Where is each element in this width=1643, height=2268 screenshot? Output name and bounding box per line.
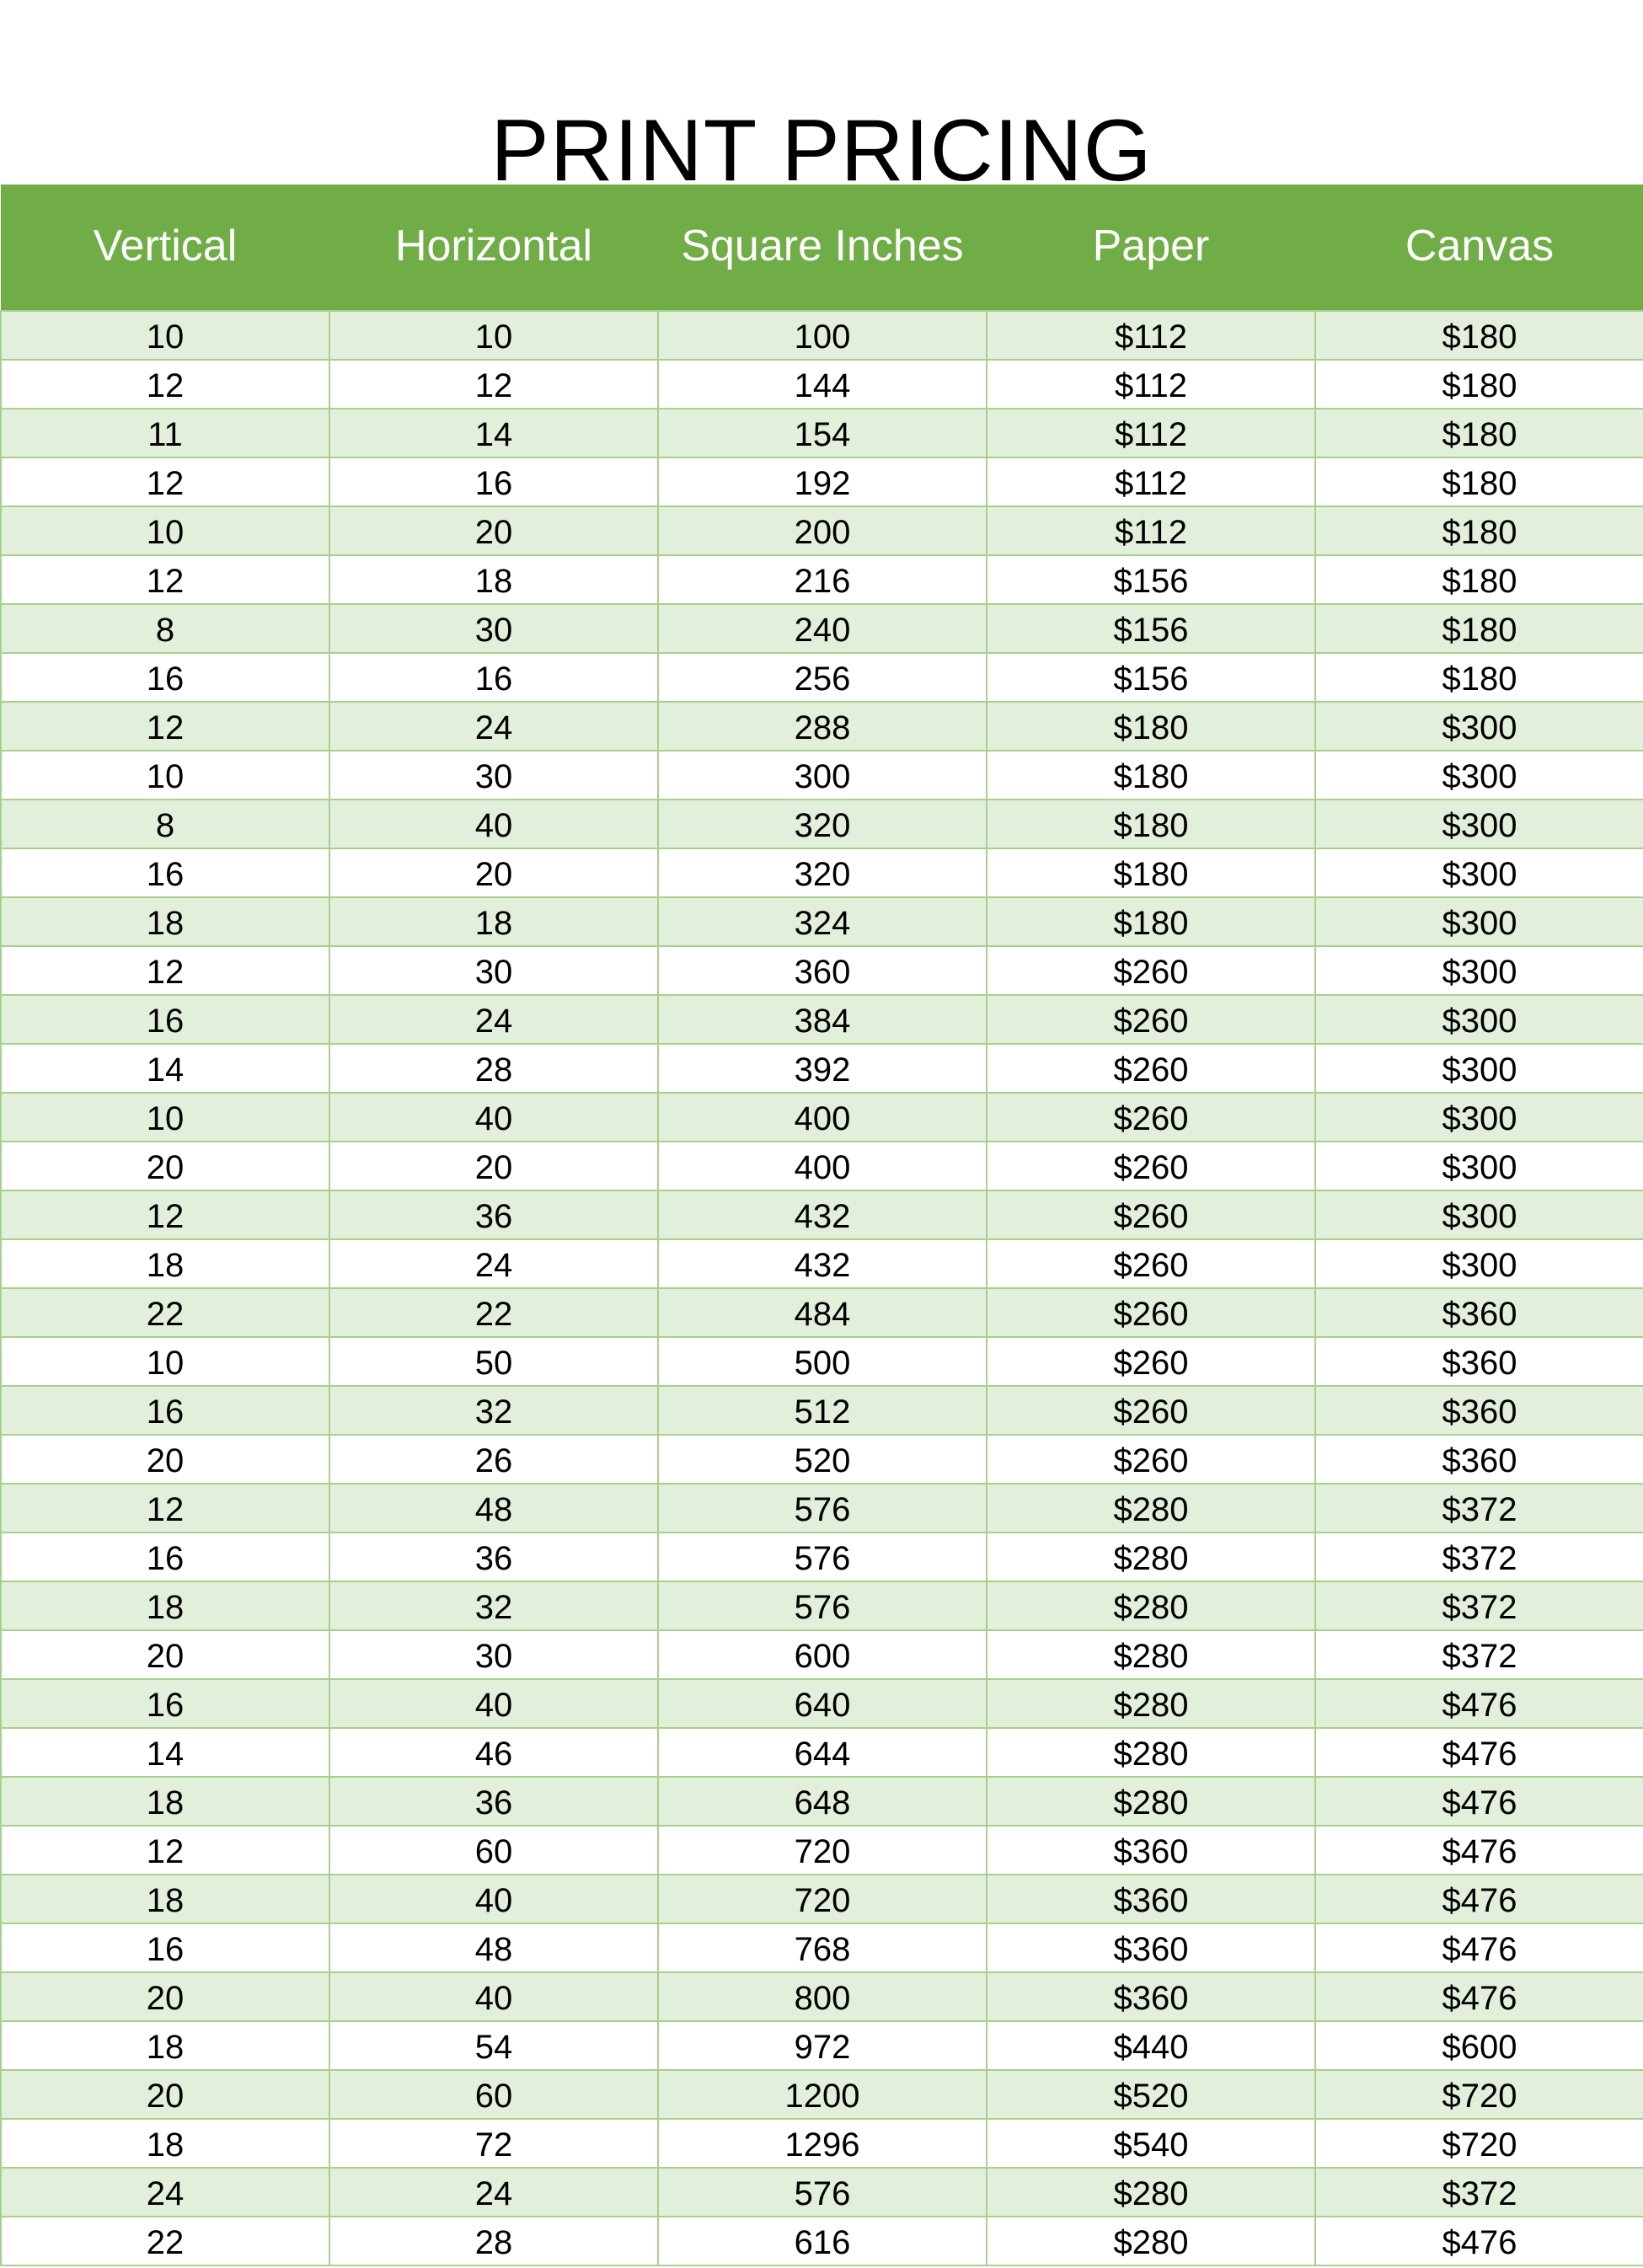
cell-vertical: 20: [1, 2070, 329, 2119]
cell-horizontal: 26: [329, 1435, 658, 1484]
cell-square-inches: 300: [658, 751, 987, 800]
cell-canvas-price: $720: [1315, 2119, 1643, 2168]
cell-horizontal: 20: [329, 848, 658, 897]
cell-vertical: 22: [1, 2217, 329, 2265]
cell-horizontal: 54: [329, 2021, 658, 2070]
cell-paper-price: $280: [987, 1728, 1315, 1777]
cell-horizontal: 22: [329, 1288, 658, 1337]
cell-paper-price: $260: [987, 1044, 1315, 1093]
cell-horizontal: 36: [329, 1190, 658, 1239]
cell-paper-price: $156: [987, 555, 1315, 604]
table-row: [1, 1386, 1643, 1435]
cell-paper-price: $112: [987, 457, 1315, 506]
table-row: [1, 1728, 1643, 1777]
cell-canvas-price: $300: [1315, 702, 1643, 751]
cell-horizontal: 40: [329, 1679, 658, 1728]
table-row: [1, 800, 1643, 848]
cell-horizontal: 28: [329, 2217, 658, 2265]
cell-horizontal: 12: [329, 360, 658, 409]
table-row: [1, 1581, 1643, 1630]
cell-paper-price: $360: [987, 1875, 1315, 1923]
column-header-square-inches: Square Inches: [681, 221, 964, 270]
table-row: [1, 848, 1643, 897]
cell-square-inches: 320: [658, 800, 987, 848]
cell-square-inches: 972: [658, 2021, 987, 2070]
table-row: [1, 1484, 1643, 1533]
cell-horizontal: 30: [329, 751, 658, 800]
cell-canvas-price: $300: [1315, 751, 1643, 800]
cell-canvas-price: $476: [1315, 1826, 1643, 1875]
cell-square-inches: 432: [658, 1190, 987, 1239]
table-row: [1, 457, 1643, 506]
cell-paper-price: $260: [987, 1142, 1315, 1190]
cell-paper-price: $280: [987, 1581, 1315, 1630]
cell-vertical: 12: [1, 946, 329, 995]
cell-paper-price: $112: [987, 409, 1315, 457]
cell-horizontal: 10: [329, 311, 658, 360]
cell-horizontal: 30: [329, 1630, 658, 1679]
cell-canvas-price: $180: [1315, 409, 1643, 457]
cell-horizontal: 50: [329, 1337, 658, 1386]
cell-paper-price: $260: [987, 1093, 1315, 1142]
cell-horizontal: 16: [329, 457, 658, 506]
cell-horizontal: 24: [329, 995, 658, 1044]
cell-canvas-price: $360: [1315, 1435, 1643, 1484]
cell-canvas-price: $720: [1315, 2070, 1643, 2119]
cell-canvas-price: $372: [1315, 1484, 1643, 1533]
cell-square-inches: 144: [658, 360, 987, 409]
cell-vertical: 12: [1, 555, 329, 604]
table-row: [1, 2217, 1643, 2265]
cell-canvas-price: $180: [1315, 311, 1643, 360]
cell-paper-price: $156: [987, 653, 1315, 702]
cell-square-inches: 768: [658, 1923, 987, 1972]
cell-paper-price: $260: [987, 1435, 1315, 1484]
table-row: [1, 2070, 1643, 2119]
cell-vertical: 10: [1, 1337, 329, 1386]
table-row: [1, 506, 1643, 555]
cell-horizontal: 40: [329, 800, 658, 848]
cell-paper-price: $440: [987, 2021, 1315, 2070]
cell-canvas-price: $372: [1315, 1581, 1643, 1630]
cell-horizontal: 16: [329, 653, 658, 702]
pricing-table: [0, 185, 1643, 2266]
table-row: [1, 1875, 1643, 1923]
cell-paper-price: $520: [987, 2070, 1315, 2119]
header-row: [1, 185, 1643, 311]
cell-vertical: 12: [1, 457, 329, 506]
cell-square-inches: 288: [658, 702, 987, 751]
table-row: [1, 555, 1643, 604]
cell-paper-price: $260: [987, 946, 1315, 995]
cell-canvas-price: $300: [1315, 1093, 1643, 1142]
column-header-horizontal: Horizontal: [394, 221, 593, 270]
cell-paper-price: $112: [987, 506, 1315, 555]
cell-vertical: 11: [1, 409, 329, 457]
cell-paper-price: $260: [987, 1288, 1315, 1337]
column-header-paper: Paper: [1092, 221, 1210, 270]
table-row: [1, 1777, 1643, 1826]
cell-canvas-price: $476: [1315, 1923, 1643, 1972]
cell-vertical: 24: [1, 2168, 329, 2217]
cell-vertical: 16: [1, 1386, 329, 1435]
cell-horizontal: 60: [329, 2070, 658, 2119]
cell-paper-price: $280: [987, 2217, 1315, 2265]
table-row: [1, 1337, 1643, 1386]
cell-square-inches: 100: [658, 311, 987, 360]
cell-canvas-price: $600: [1315, 2021, 1643, 2070]
cell-square-inches: 240: [658, 604, 987, 653]
cell-paper-price: $360: [987, 1826, 1315, 1875]
cell-horizontal: 46: [329, 1728, 658, 1777]
cell-paper-price: $180: [987, 897, 1315, 946]
cell-canvas-price: $300: [1315, 946, 1643, 995]
column-header-vertical: Vertical: [93, 221, 238, 270]
cell-horizontal: 20: [329, 506, 658, 555]
cell-canvas-price: $360: [1315, 1337, 1643, 1386]
cell-square-inches: 400: [658, 1093, 987, 1142]
cell-vertical: 18: [1, 1581, 329, 1630]
cell-vertical: 16: [1, 995, 329, 1044]
table-body: [1, 311, 1643, 2265]
cell-vertical: 12: [1, 1190, 329, 1239]
cell-canvas-price: $372: [1315, 2168, 1643, 2217]
cell-square-inches: 216: [658, 555, 987, 604]
cell-square-inches: 520: [658, 1435, 987, 1484]
cell-square-inches: 384: [658, 995, 987, 1044]
table-row: [1, 1630, 1643, 1679]
table-row: [1, 1239, 1643, 1288]
cell-canvas-price: $180: [1315, 506, 1643, 555]
cell-paper-price: $280: [987, 1777, 1315, 1826]
cell-vertical: 12: [1, 1826, 329, 1875]
cell-square-inches: 600: [658, 1630, 987, 1679]
cell-horizontal: 32: [329, 1386, 658, 1435]
cell-canvas-price: $360: [1315, 1288, 1643, 1337]
cell-vertical: 10: [1, 311, 329, 360]
cell-vertical: 18: [1, 897, 329, 946]
column-header-canvas: Canvas: [1405, 221, 1555, 270]
cell-square-inches: 484: [658, 1288, 987, 1337]
cell-canvas-price: $476: [1315, 1875, 1643, 1923]
cell-square-inches: 576: [658, 1533, 987, 1581]
cell-square-inches: 576: [658, 1581, 987, 1630]
cell-square-inches: 576: [658, 1484, 987, 1533]
cell-canvas-price: $300: [1315, 848, 1643, 897]
table-row: [1, 1923, 1643, 1972]
cell-canvas-price: $300: [1315, 1142, 1643, 1190]
table-row: [1, 2021, 1643, 2070]
cell-canvas-price: $300: [1315, 1044, 1643, 1093]
table-row: [1, 1093, 1643, 1142]
cell-horizontal: 40: [329, 1875, 658, 1923]
cell-paper-price: $360: [987, 1972, 1315, 2021]
cell-vertical: 18: [1, 2021, 329, 2070]
table-row: [1, 946, 1643, 995]
cell-horizontal: 40: [329, 1972, 658, 2021]
cell-vertical: 10: [1, 751, 329, 800]
cell-canvas-price: $300: [1315, 800, 1643, 848]
cell-square-inches: 392: [658, 1044, 987, 1093]
cell-paper-price: $180: [987, 702, 1315, 751]
cell-canvas-price: $360: [1315, 1386, 1643, 1435]
cell-square-inches: 320: [658, 848, 987, 897]
cell-canvas-price: $300: [1315, 995, 1643, 1044]
cell-vertical: 18: [1, 2119, 329, 2168]
cell-vertical: 20: [1, 1972, 329, 2021]
cell-paper-price: $280: [987, 2168, 1315, 2217]
cell-vertical: 12: [1, 1484, 329, 1533]
table-row: [1, 311, 1643, 360]
cell-square-inches: 648: [658, 1777, 987, 1826]
cell-vertical: 14: [1, 1044, 329, 1093]
cell-canvas-price: $180: [1315, 457, 1643, 506]
cell-square-inches: 720: [658, 1875, 987, 1923]
cell-square-inches: 200: [658, 506, 987, 555]
cell-paper-price: $280: [987, 1679, 1315, 1728]
cell-paper-price: $260: [987, 1239, 1315, 1288]
cell-vertical: 12: [1, 702, 329, 751]
cell-paper-price: $156: [987, 604, 1315, 653]
cell-horizontal: 24: [329, 1239, 658, 1288]
cell-paper-price: $280: [987, 1533, 1315, 1581]
cell-square-inches: 644: [658, 1728, 987, 1777]
cell-square-inches: 640: [658, 1679, 987, 1728]
cell-horizontal: 30: [329, 604, 658, 653]
cell-square-inches: 1200: [658, 2070, 987, 2119]
table-row: [1, 1533, 1643, 1581]
cell-paper-price: $280: [987, 1630, 1315, 1679]
cell-horizontal: 14: [329, 409, 658, 457]
cell-square-inches: 192: [658, 457, 987, 506]
cell-vertical: 22: [1, 1288, 329, 1337]
table-row: [1, 1679, 1643, 1728]
cell-paper-price: $260: [987, 1190, 1315, 1239]
cell-horizontal: 30: [329, 946, 658, 995]
cell-paper-price: $112: [987, 360, 1315, 409]
cell-vertical: 20: [1, 1630, 329, 1679]
cell-vertical: 10: [1, 1093, 329, 1142]
cell-horizontal: 28: [329, 1044, 658, 1093]
cell-square-inches: 616: [658, 2217, 987, 2265]
cell-horizontal: 18: [329, 555, 658, 604]
cell-square-inches: 512: [658, 1386, 987, 1435]
cell-square-inches: 576: [658, 2168, 987, 2217]
cell-paper-price: $180: [987, 800, 1315, 848]
cell-canvas-price: $180: [1315, 604, 1643, 653]
cell-horizontal: 48: [329, 1923, 658, 1972]
cell-horizontal: 18: [329, 897, 658, 946]
cell-vertical: 8: [1, 800, 329, 848]
cell-paper-price: $280: [987, 1484, 1315, 1533]
table-row: [1, 1826, 1643, 1875]
cell-canvas-price: $476: [1315, 1972, 1643, 2021]
cell-vertical: 14: [1, 1728, 329, 1777]
cell-canvas-price: $476: [1315, 2217, 1643, 2265]
cell-horizontal: 36: [329, 1533, 658, 1581]
cell-horizontal: 40: [329, 1093, 658, 1142]
cell-square-inches: 720: [658, 1826, 987, 1875]
cell-canvas-price: $476: [1315, 1777, 1643, 1826]
cell-canvas-price: $180: [1315, 555, 1643, 604]
cell-vertical: 16: [1, 1923, 329, 1972]
cell-canvas-price: $180: [1315, 360, 1643, 409]
cell-vertical: 16: [1, 1679, 329, 1728]
cell-horizontal: 72: [329, 2119, 658, 2168]
table-row: [1, 1142, 1643, 1190]
table-row: [1, 360, 1643, 409]
cell-square-inches: 256: [658, 653, 987, 702]
table-row: [1, 897, 1643, 946]
cell-canvas-price: $180: [1315, 653, 1643, 702]
table-row: [1, 1972, 1643, 2021]
cell-vertical: 12: [1, 360, 329, 409]
cell-square-inches: 432: [658, 1239, 987, 1288]
cell-vertical: 16: [1, 653, 329, 702]
cell-square-inches: 154: [658, 409, 987, 457]
cell-paper-price: $260: [987, 1386, 1315, 1435]
cell-paper-price: $540: [987, 2119, 1315, 2168]
cell-canvas-price: $300: [1315, 1239, 1643, 1288]
cell-vertical: 16: [1, 848, 329, 897]
cell-canvas-price: $300: [1315, 1190, 1643, 1239]
table-row: [1, 702, 1643, 751]
table-row: [1, 2119, 1643, 2168]
cell-horizontal: 20: [329, 1142, 658, 1190]
cell-vertical: 18: [1, 1875, 329, 1923]
cell-vertical: 20: [1, 1435, 329, 1484]
table-row: [1, 2168, 1643, 2217]
cell-horizontal: 48: [329, 1484, 658, 1533]
table-row: [1, 995, 1643, 1044]
table-header: [1, 185, 1643, 311]
cell-horizontal: 32: [329, 1581, 658, 1630]
table-row: [1, 1044, 1643, 1093]
cell-horizontal: 60: [329, 1826, 658, 1875]
cell-vertical: 20: [1, 1142, 329, 1190]
cell-canvas-price: $372: [1315, 1533, 1643, 1581]
cell-square-inches: 400: [658, 1142, 987, 1190]
cell-square-inches: 324: [658, 897, 987, 946]
cell-horizontal: 36: [329, 1777, 658, 1826]
table-row: [1, 751, 1643, 800]
table-row: [1, 409, 1643, 457]
cell-canvas-price: $476: [1315, 1728, 1643, 1777]
cell-vertical: 18: [1, 1239, 329, 1288]
cell-square-inches: 1296: [658, 2119, 987, 2168]
cell-vertical: 10: [1, 506, 329, 555]
table-row: [1, 604, 1643, 653]
cell-paper-price: $180: [987, 848, 1315, 897]
table-row: [1, 653, 1643, 702]
cell-square-inches: 500: [658, 1337, 987, 1386]
cell-square-inches: 360: [658, 946, 987, 995]
cell-paper-price: $112: [987, 311, 1315, 360]
cell-paper-price: $360: [987, 1923, 1315, 1972]
table-row: [1, 1190, 1643, 1239]
cell-horizontal: 24: [329, 2168, 658, 2217]
cell-vertical: 16: [1, 1533, 329, 1581]
page-title: PRINT PRICING: [490, 102, 1153, 201]
cell-horizontal: 24: [329, 702, 658, 751]
cell-paper-price: $260: [987, 1337, 1315, 1386]
cell-paper-price: $180: [987, 751, 1315, 800]
cell-canvas-price: $476: [1315, 1679, 1643, 1728]
table-row: [1, 1435, 1643, 1484]
cell-vertical: 18: [1, 1777, 329, 1826]
cell-canvas-price: $300: [1315, 897, 1643, 946]
cell-vertical: 8: [1, 604, 329, 653]
table-row: [1, 1288, 1643, 1337]
cell-square-inches: 800: [658, 1972, 987, 2021]
cell-paper-price: $260: [987, 995, 1315, 1044]
cell-canvas-price: $372: [1315, 1630, 1643, 1679]
